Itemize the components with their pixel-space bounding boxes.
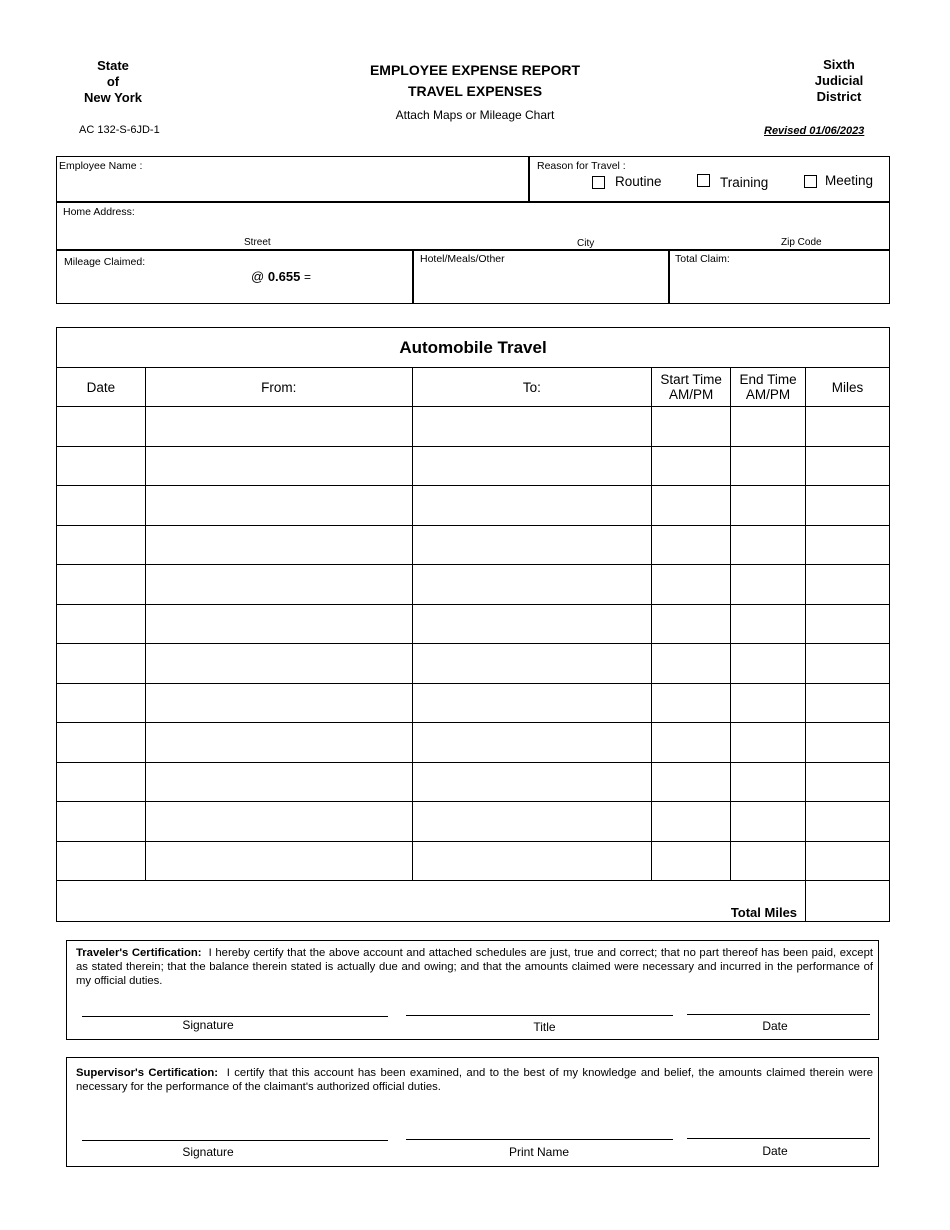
hotel-meals-other-label: Hotel/Meals/Other xyxy=(420,253,505,265)
end-time-cell[interactable] xyxy=(731,407,806,447)
col-miles: Miles xyxy=(806,368,890,407)
home-address-field[interactable] xyxy=(56,201,890,251)
col-from: From: xyxy=(145,368,412,407)
miles-cell[interactable] xyxy=(806,407,890,447)
training-checkbox[interactable] xyxy=(697,174,710,187)
table-row xyxy=(57,841,890,881)
start-time-line2: AM/PM xyxy=(668,387,714,402)
start-time-cell[interactable] xyxy=(652,723,731,763)
supervisor-date-label: Date xyxy=(762,1144,788,1158)
date-cell[interactable] xyxy=(57,486,146,526)
supervisor-cert-heading: Supervisor's Certification: xyxy=(76,1067,219,1079)
from-cell[interactable] xyxy=(145,644,412,684)
start-time-cell[interactable] xyxy=(652,604,731,644)
table-row xyxy=(57,486,890,526)
miles-cell[interactable] xyxy=(806,683,890,723)
end-time-cell[interactable] xyxy=(731,802,806,842)
miles-cell[interactable] xyxy=(806,723,890,763)
miles-cell[interactable] xyxy=(806,841,890,881)
state-line-3: New York xyxy=(83,90,143,105)
routine-label: Routine xyxy=(615,174,662,189)
meeting-label: Meeting xyxy=(825,173,874,188)
end-time-cell[interactable] xyxy=(731,565,806,605)
supervisor-cert-body: I certify that this account has been examined, and to the best of my knowledge and belief, the amounts claimed therein were necessary for the performance of the claimant's authorized official duties. xyxy=(76,1067,873,1093)
district-line-2: Judicial xyxy=(814,73,864,88)
table-row xyxy=(57,723,890,763)
end-time-cell[interactable] xyxy=(731,683,806,723)
col-to: To: xyxy=(412,368,652,407)
date-cell[interactable] xyxy=(57,446,146,486)
employee-name-label: Employee Name : xyxy=(59,160,143,172)
table-row xyxy=(57,525,890,565)
from-cell[interactable] xyxy=(145,604,412,644)
from-cell[interactable] xyxy=(145,802,412,842)
end-time-cell[interactable] xyxy=(731,841,806,881)
total-claim-label: Total Claim: xyxy=(675,253,730,265)
mileage-rate xyxy=(251,269,311,284)
start-time-cell[interactable] xyxy=(652,802,731,842)
mileage-claimed-field[interactable] xyxy=(56,249,414,304)
start-time-line1: Start Time xyxy=(660,372,722,387)
table-row xyxy=(57,683,890,723)
reason-label: Reason for Travel : xyxy=(537,160,626,172)
start-time-cell[interactable] xyxy=(652,407,731,447)
form-subtitle: TRAVEL EXPENSES xyxy=(407,83,543,99)
date-cell[interactable] xyxy=(57,565,146,605)
start-time-cell[interactable] xyxy=(652,565,731,605)
table-row xyxy=(57,407,890,447)
to-cell[interactable] xyxy=(412,604,652,644)
date-cell[interactable] xyxy=(57,802,146,842)
miles-cell[interactable] xyxy=(806,486,890,526)
start-time-cell[interactable] xyxy=(652,486,731,526)
miles-cell[interactable] xyxy=(806,525,890,565)
date-cell[interactable] xyxy=(57,723,146,763)
col-end-time xyxy=(731,368,806,407)
date-cell[interactable] xyxy=(57,762,146,802)
from-cell[interactable] xyxy=(145,565,412,605)
from-cell[interactable] xyxy=(145,762,412,802)
to-cell[interactable] xyxy=(412,446,652,486)
reason-for-travel-box xyxy=(528,156,890,203)
zip-code-label: Zip Code xyxy=(781,237,822,248)
miles-cell[interactable] xyxy=(806,802,890,842)
end-time-cell[interactable] xyxy=(731,723,806,763)
from-cell[interactable] xyxy=(145,486,412,526)
table-row xyxy=(57,604,890,644)
traveler-date-line[interactable] xyxy=(687,1014,870,1015)
traveler-signature-label: Signature xyxy=(182,1018,234,1032)
meeting-checkbox[interactable] xyxy=(804,175,817,188)
employee-name-field[interactable] xyxy=(56,156,530,203)
rate-suffix: = xyxy=(304,270,312,284)
end-time-cell[interactable] xyxy=(731,762,806,802)
district-line-3: District xyxy=(816,89,862,104)
from-cell[interactable] xyxy=(145,525,412,565)
end-time-line1: End Time xyxy=(739,372,797,387)
routine-checkbox[interactable] xyxy=(592,176,605,189)
date-cell[interactable] xyxy=(57,644,146,684)
street-label: Street xyxy=(244,237,271,248)
start-time-cell[interactable] xyxy=(652,644,731,684)
miles-cell[interactable] xyxy=(806,644,890,684)
automobile-travel-title: Automobile Travel xyxy=(57,328,890,368)
table-row xyxy=(57,644,890,684)
from-cell[interactable] xyxy=(145,407,412,447)
end-time-cell[interactable] xyxy=(731,525,806,565)
to-cell[interactable] xyxy=(412,683,652,723)
total-miles-row xyxy=(57,881,890,922)
start-time-cell[interactable] xyxy=(652,841,731,881)
traveler-signature-line[interactable] xyxy=(82,1016,388,1017)
from-cell[interactable] xyxy=(145,723,412,763)
to-cell[interactable] xyxy=(412,723,652,763)
to-cell[interactable] xyxy=(412,525,652,565)
from-cell[interactable] xyxy=(145,683,412,723)
to-cell[interactable] xyxy=(412,762,652,802)
supervisor-print-name-label: Print Name xyxy=(508,1145,570,1159)
miles-cell[interactable] xyxy=(806,762,890,802)
mileage-claimed-label: Mileage Claimed: xyxy=(64,256,146,268)
to-cell[interactable] xyxy=(412,565,652,605)
end-time-cell[interactable] xyxy=(731,644,806,684)
travel-rows xyxy=(57,407,890,881)
date-cell[interactable] xyxy=(57,604,146,644)
total-miles-label: Total Miles xyxy=(57,881,806,922)
start-time-cell[interactable] xyxy=(652,525,731,565)
district-block xyxy=(796,57,882,105)
table-row xyxy=(57,565,890,605)
traveler-cert-body: I hereby certify that the above account and attached schedules are just, true and correct; that no part thereof has been paid, except as stated therein; that the balance therein stated is actually due and owing; and that the amounts claimed were necessary and incurred in the performance of my official duties. xyxy=(76,947,873,987)
rate-prefix: @ xyxy=(251,269,265,284)
miles-cell[interactable] xyxy=(806,565,890,605)
end-time-cell[interactable] xyxy=(731,604,806,644)
end-time-line2: AM/PM xyxy=(745,387,791,402)
total-miles-cell[interactable] xyxy=(806,881,890,922)
traveler-certification-text xyxy=(76,946,873,988)
form-number: AC 132-S-6JD-1 xyxy=(79,124,160,136)
to-cell[interactable] xyxy=(412,486,652,526)
date-cell[interactable] xyxy=(57,407,146,447)
date-cell[interactable] xyxy=(57,683,146,723)
end-time-cell[interactable] xyxy=(731,446,806,486)
attach-note: Attach Maps or Mileage Chart xyxy=(395,108,555,122)
automobile-travel-table xyxy=(56,327,890,922)
home-address-label: Home Address: xyxy=(63,206,135,218)
table-row xyxy=(57,802,890,842)
traveler-title-line[interactable] xyxy=(406,1015,673,1016)
table-header-row xyxy=(57,368,890,407)
table-row xyxy=(57,762,890,802)
miles-cell[interactable] xyxy=(806,446,890,486)
rate-value: 0.655 xyxy=(267,269,301,284)
supervisor-signature-line[interactable] xyxy=(82,1140,388,1141)
supervisor-certification-box xyxy=(66,1057,879,1167)
traveler-date-label: Date xyxy=(762,1019,788,1033)
supervisor-print-name-line[interactable] xyxy=(406,1139,673,1140)
supervisor-signature-label: Signature xyxy=(182,1145,234,1159)
training-label: Training xyxy=(720,175,769,190)
date-cell[interactable] xyxy=(57,525,146,565)
supervisor-date-line[interactable] xyxy=(687,1138,870,1139)
to-cell[interactable] xyxy=(412,644,652,684)
supervisor-certification-text xyxy=(76,1066,873,1094)
traveler-title-label: Title xyxy=(533,1020,556,1034)
to-cell[interactable] xyxy=(412,802,652,842)
total-claim-field[interactable] xyxy=(668,249,890,304)
state-line-2: of xyxy=(106,74,120,89)
from-cell[interactable] xyxy=(145,841,412,881)
hotel-meals-other-field[interactable] xyxy=(412,249,670,304)
start-time-cell[interactable] xyxy=(652,446,731,486)
traveler-cert-heading: Traveler's Certification: xyxy=(76,947,202,959)
traveler-certification-box xyxy=(66,940,879,1040)
col-date: Date xyxy=(57,368,146,407)
end-time-cell[interactable] xyxy=(731,486,806,526)
start-time-cell[interactable] xyxy=(652,762,731,802)
miles-cell[interactable] xyxy=(806,604,890,644)
table-row xyxy=(57,446,890,486)
form-title: EMPLOYEE EXPENSE REPORT xyxy=(369,62,581,78)
state-block xyxy=(70,58,156,106)
col-start-time xyxy=(652,368,731,407)
form-title-block xyxy=(330,62,620,122)
to-cell[interactable] xyxy=(412,841,652,881)
date-cell[interactable] xyxy=(57,841,146,881)
state-line-1: State xyxy=(97,58,129,73)
to-cell[interactable] xyxy=(412,407,652,447)
from-cell[interactable] xyxy=(145,446,412,486)
revised-date: Revised 01/06/2023 xyxy=(764,125,865,137)
district-line-1: Sixth xyxy=(823,57,855,72)
city-label: City xyxy=(577,238,595,249)
start-time-cell[interactable] xyxy=(652,683,731,723)
